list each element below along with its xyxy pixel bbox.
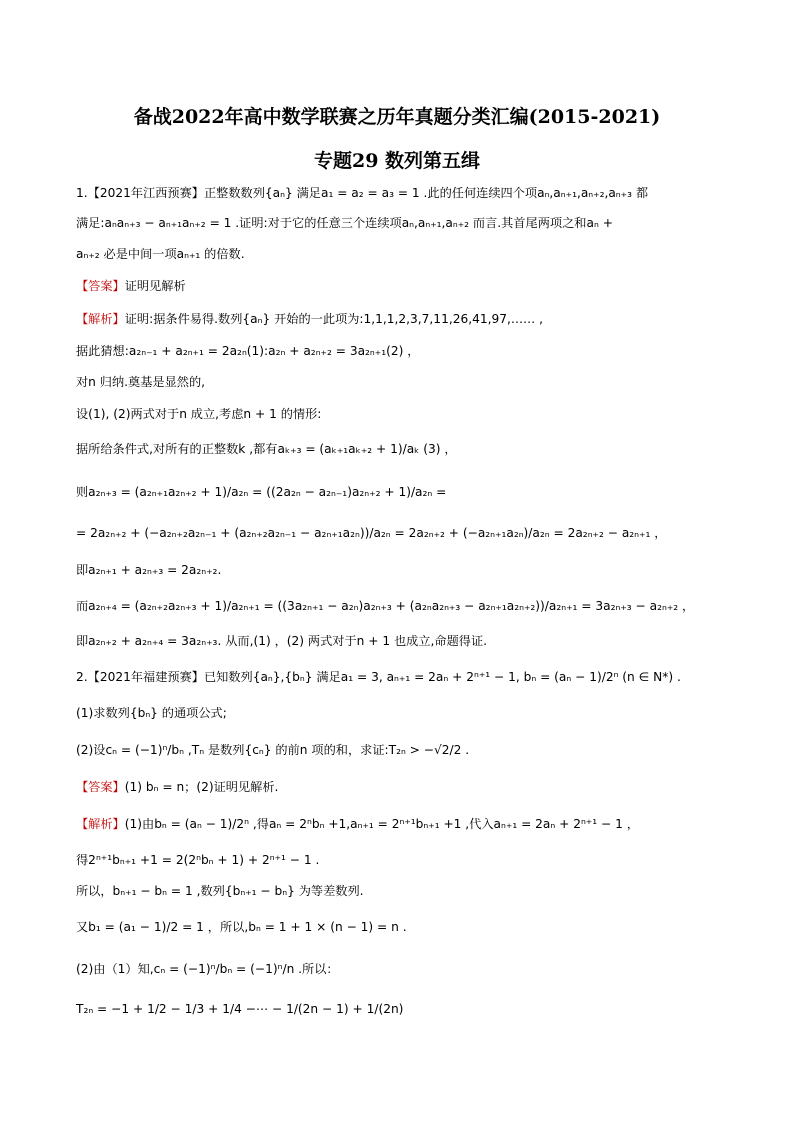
problem1-answer [76,277,726,295]
problem2-line8: 又b₁ = (a₁ − 1)/2 = 1 ，所以,bₙ = 1 + 1 × (n − 1) = n . [76,920,407,934]
problem1-line11: = 2a₂ₙ₊₂ + (−a₂ₙ₊₂a₂ₙ₋₁ + (a₂ₙ₊₂a₂ₙ₋₁ − a₂ₙ₊₁a₂ₙ))/a₂ₙ = 2a₂ₙ₊₂ + (−a₂ₙ₊₁a₂ₙ)/a₂ₙ = 2a₂ₙ₊₂ − a₂ₙ₊₁ ， [76,526,667,540]
problem1-line12: 即a₂ₙ₊₁ + a₂ₙ₊₃ = 2a₂ₙ₊₂. [76,563,222,577]
analysis-tag: 【解析】 [76,817,125,831]
problem1-line9: 据所给条件式,对所有的正整数k ,都有aₖ₊₃ = (aₖ₊₁aₖ₊₂ + 1)/aₖ (3) ， [76,442,457,456]
document-title: 备战2022年高中数学联赛之历年真题分类汇编(2015-2021) [133,106,661,128]
problem2-answer [76,778,726,796]
analysis-tag: 【解析】 [76,312,125,326]
problem2-line9: (2)由（1）知,cₙ = (−1)ⁿ/bₙ = (−1)ⁿ/n .所以： [76,962,339,976]
problem2-line6: 得2ⁿ⁺¹bₙ₊₁ +1 = 2(2ⁿbₙ + 1) + 2ⁿ⁺¹ − 1 . [76,853,320,867]
problem1-line14: 即a₂ₙ₊₂ + a₂ₙ₊₄ = 3a₂ₙ₊₃. 从而,(1) ，(2) 两式对于n + 1 也成立,命题得证. [76,634,488,648]
problem2-analysis [76,815,726,833]
answer-text: 证明见解析 [124,279,186,293]
problem2-line3: (2)设cₙ = (−1)ⁿ/bₙ ,Tₙ 是数列{cₙ} 的前n 项的和，求证:T₂ₙ > −√2/2 . [76,743,470,757]
analysis-text: (1)由bₙ = (aₙ − 1)/2ⁿ ,得aₙ = 2ⁿbₙ +1,aₙ₊₁ = 2ⁿ⁺¹bₙ₊₁ +1 ,代入aₙ₊₁ = 2aₙ + 2ⁿ⁺¹ − 1 ， [124,817,639,831]
document-subtitle: 专题29 数列第五缉 [313,150,481,172]
problem1-line3: aₙ₊₂ 必是中间一项aₙ₊₁ 的倍数. [76,247,245,261]
problem2-line1: 2.【2021年福建预赛】已知数列{aₙ},{bₙ} 满足a₁ = 3, aₙ₊₁ = 2aₙ + 2ⁿ⁺¹ − 1, bₙ = (aₙ − 1)/2ⁿ (n ∈ N*) . [76,670,681,684]
problem1-line7: 对n 归纳.奠基是显然的, [76,375,206,389]
problem1-line6: 据此猜想:a₂ₙ₋₁ + a₂ₙ₊₁ = 2a₂ₙ(1):a₂ₙ + a₂ₙ₊₂ = 3a₂ₙ₊₁(2) ， [76,344,420,358]
analysis-text: 证明:据条件易得.数列{aₙ} 开始的一此项为:1,1,1,2,3,7,11,26,41,97,…… , [124,312,543,326]
problem1-line10: 则a₂ₙ₊₃ = (a₂ₙ₊₁a₂ₙ₊₂ + 1)/a₂ₙ = ((2a₂ₙ − a₂ₙ₋₁)a₂ₙ₊₂ + 1)/a₂ₙ = [76,485,447,499]
problem2-line2: (1)求数列{bₙ} 的通项公式; [76,706,227,720]
answer-text: (1) bₙ = n；(2)证明见解析. [124,780,279,794]
answer-tag: 【答案】 [76,279,125,293]
problem1-line2: 满足:aₙaₙ₊₃ − aₙ₊₁aₙ₊₂ = 1 .证明:对于它的任意三个连续项aₙ,aₙ₊₁,aₙ₊₂ 而言.其首尾两项之和aₙ + [76,216,613,230]
problem1-line1: 1.【2021年江西预赛】正整数数列{aₙ} 满足a₁ = a₂ = a₃ = 1 .此的任何连续四个项aₙ,aₙ₊₁,aₙ₊₂,aₙ₊₃ 都 [76,186,649,200]
problem2-line7: 所以，bₙ₊₁ − bₙ = 1 ,数列{bₙ₊₁ − bₙ} 为等差数列. [76,884,364,898]
problem2-line10: T₂ₙ = −1 + 1/2 − 1/3 + 1/4 −⋯ − 1/(2n − 1) + 1/(2n) [76,1002,404,1016]
problem1-analysis [76,310,726,328]
answer-tag: 【答案】 [76,780,125,794]
problem1-line8: 设(1), (2)两式对于n 成立,考虑n + 1 的情形: [76,407,322,421]
problem1-line13: 而a₂ₙ₊₄ = (a₂ₙ₊₂a₂ₙ₊₃ + 1)/a₂ₙ₊₁ = ((3a₂ₙ₊₁ − a₂ₙ)a₂ₙ₊₃ + (a₂ₙa₂ₙ₊₃ − a₂ₙ₊₁a₂ₙ₊₂))/a₂ₙ₊₁ = 3a₂ₙ₊₃ − a₂ₙ₊₂ ， [76,599,695,613]
